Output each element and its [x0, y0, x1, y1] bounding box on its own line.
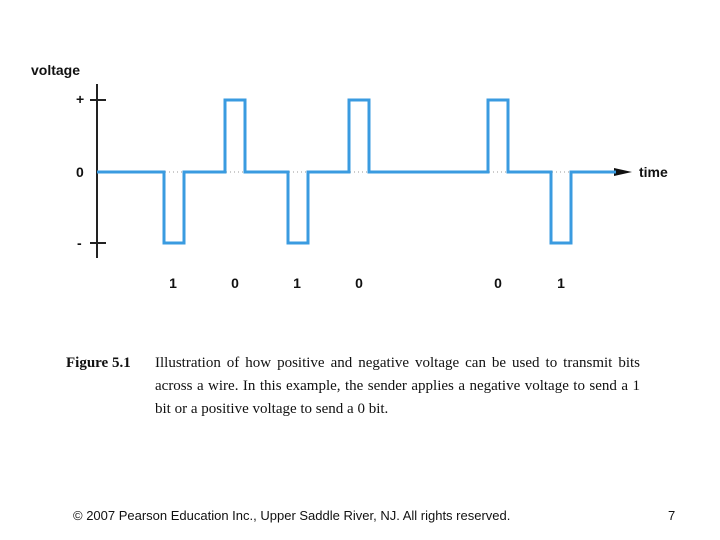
x-axis-label: time [639, 164, 668, 180]
zero-level-label: 0 [76, 164, 84, 180]
negative-level-label: - [77, 235, 82, 251]
bit-label: 1 [293, 275, 301, 291]
bit-label: 0 [231, 275, 239, 291]
page-number: 7 [668, 508, 676, 523]
figure-label: Figure 5.1 [66, 355, 131, 371]
bit-label: 1 [557, 275, 565, 291]
figure-caption [66, 352, 640, 421]
figure-caption-text: Illustration of how positive and negative voltage can be used to transmit bits across a wire. In this example, the sender applies a negative voltage to send a 1 bit or a positive voltage to send a 0 bit. [155, 355, 640, 417]
y-axis-label: voltage [31, 62, 81, 78]
bit-label: 1 [169, 275, 177, 291]
bit-label: 0 [355, 275, 363, 291]
positive-level-label: + [76, 91, 85, 107]
bit-label: 0 [494, 275, 502, 291]
signal-waveform [97, 100, 616, 243]
time-arrow-head-icon [614, 168, 632, 176]
copyright-footer: © 2007 Pearson Education Inc., Upper Saddle River, NJ. All rights reserved. [73, 508, 511, 523]
